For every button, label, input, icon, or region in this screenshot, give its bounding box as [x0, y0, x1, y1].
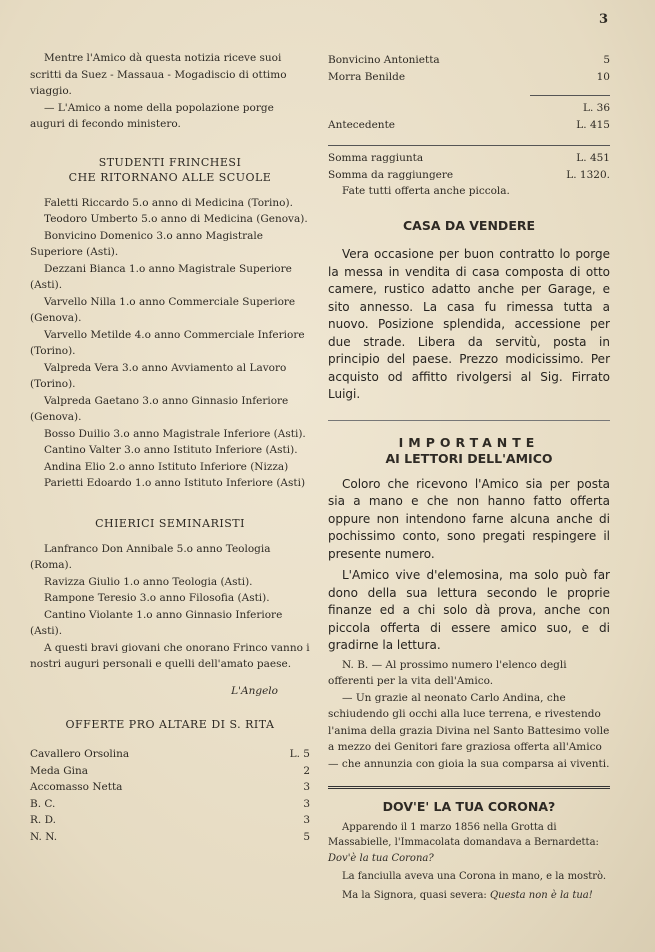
- studente-entry: Parietti Edoardo 1.o anno Istituto Inferiore (Asti): [44, 477, 306, 489]
- raggiunta-row: [328, 150, 610, 167]
- offerta-name: Bonvicino Antonietta: [328, 54, 440, 66]
- corona-heading: DOV'E' LA TUA CORONA?: [382, 799, 556, 814]
- corona-p1-text: Apparendo il 1 marzo 1856 nella Grotta di Massabielle, l'Immacolata domandava a Bernardetta:: [328, 821, 599, 848]
- studente-entry: Andina Elio 2.o anno Istituto Inferiore (Nizza): [44, 460, 289, 473]
- offerta-name: Meda Gina: [30, 764, 89, 777]
- offerta-amount: 3: [303, 814, 310, 826]
- studente-entry: Varvello Nilla 1.o anno Commerciale Superiore (Genova).: [30, 295, 296, 324]
- offerta-row: [328, 69, 610, 86]
- raggiungere-label: Somma da raggiungere: [328, 168, 454, 181]
- offerta-amount: 5: [603, 54, 610, 66]
- offerta-name: Cavallero Orsolina: [30, 748, 130, 760]
- studente-entry: Bonvicino Domenico 3.o anno Magistrale Superiore (Asti).: [30, 229, 263, 258]
- importante-heading: IMPORTANTE: [398, 434, 540, 450]
- offerta-amount: 3: [303, 797, 310, 810]
- casa-heading: CASA DA VENDERE: [402, 217, 536, 233]
- offerta-amount: 2: [303, 764, 310, 777]
- antecedente-row: [328, 117, 610, 134]
- studente-entry: Teodoro Umberto 5.o anno di Medicina (Genova).: [44, 213, 308, 225]
- corona-p3-text: Ma la Signora, quasi severa:: [342, 889, 490, 901]
- offerta-row: [30, 763, 310, 780]
- offerta-name: Morra Benilde: [328, 70, 406, 83]
- intro-wishes: — L'Amico a nome della popolazione porge auguri di fecondo ministero.: [30, 101, 274, 130]
- corona-paragraph-3: [328, 888, 610, 904]
- offerta-row: [30, 779, 310, 796]
- offerta-name: B. C.: [30, 797, 56, 810]
- studente-entry: Valpreda Vera 3.o anno Avviamento al Lavoro (Torino).: [30, 361, 287, 390]
- studente-entry: Varvello Metilde 4.o anno Commerciale Inferiore (Torino).: [30, 328, 305, 357]
- offerta-row: [30, 812, 310, 829]
- studente-entry: Bosso Duilio 3.o anno Magistrale Inferiore (Asti).: [44, 427, 306, 440]
- studente-entry: Valpreda Gaetano 3.o anno Ginnasio Inferiore (Genova).: [30, 394, 289, 423]
- offerta-row: [30, 829, 310, 846]
- antecedente-label: Antecedente: [328, 118, 396, 131]
- subtotal-block: [328, 85, 610, 117]
- offerta-amount: L. 5: [289, 748, 310, 760]
- offerta-note: Fate tutti offerta anche piccola.: [342, 185, 510, 197]
- studenti-heading: [30, 155, 310, 185]
- chierico-entry: Lanfranco Don Annibale 5.o anno Teologia (Roma).: [30, 542, 271, 571]
- chierico-entry: Rampone Teresio 3.o anno Filosofia (Asti).: [44, 592, 270, 604]
- nb-note: N. B. — Al prossimo numero l'elenco degli offerenti per la vita dell'Amico.: [328, 658, 567, 687]
- studente-entry: Cantino Valter 3.o anno Istituto Inferiore (Asti).: [44, 444, 298, 456]
- offerta-amount: 10: [596, 70, 610, 83]
- sum-rule: [328, 145, 610, 146]
- left-column: [30, 50, 310, 845]
- studenti-title-line2: CHE RITORNANO ALLE SCUOLE: [68, 170, 272, 184]
- signature: L'Angelo: [231, 684, 278, 697]
- offerta-amount: 3: [303, 781, 310, 793]
- antecedente-value: L. 415: [576, 118, 610, 131]
- raggiungere-value: L. 1320.: [566, 168, 610, 181]
- offerta-row: [328, 52, 610, 69]
- importante-paragraph-2: L'Amico vive d'elemosina, ma solo può far dono della sua lettura secondo le proprie finanze ed a chi solo dà prova, anche con piccola offerta di essere amico suo, e di gradirne la lettura.: [328, 568, 610, 652]
- grazie-note: — Un grazie al neonato Carlo Andina, che schiudendo gli occhi alla luce terrena, e rivestendo l'anima della grazia Divina nel Santo Battesimo volle a mezzo dei Genitori fare graziosa offerta all'Amico — che annunzia con gioia la sua comparsa ai viventi.: [328, 691, 610, 770]
- chierici-list: [30, 541, 310, 640]
- raggiunta-label: Somma raggiunta: [328, 152, 424, 164]
- offerta-name: Accomasso Netta: [30, 781, 123, 793]
- offerta-name: R. D.: [30, 814, 56, 826]
- raggiungere-row: [328, 167, 610, 184]
- corona-paragraph-2: La fanciulla aveva una Corona in mano, e la mostrò.: [342, 871, 607, 882]
- right-column: [328, 50, 610, 903]
- casa-text: Vera occasione per buon contratto lo porge la messa in vendita di casa composta di otto camere, rustico adatto anche per Garage, e sito annesso. La casa fu rimessa tutta a nuovo. Posizione splendida, accessione per due strade. Libera da servitù, posta in principio del paese. Prezzo modicissimo. Per acquisto od affitto rivolgersi al Sig. Firrato Luigi.: [328, 247, 610, 401]
- corona-p3-quote: Questa non è la tua!: [489, 889, 593, 901]
- chierico-entry: Ravizza Giulio 1.o anno Teologia (Asti).: [44, 575, 253, 588]
- offerta-name: N. N.: [30, 830, 58, 843]
- corona-divider: [328, 786, 610, 789]
- chierico-entry: Cantino Violante 1.o anno Ginnasio Inferiore (Asti).: [30, 608, 283, 637]
- subtotal-value: L. 36: [582, 102, 610, 114]
- offerte-heading: OFFERTE PRO ALTARE DI S. RITA: [65, 718, 275, 731]
- importante-paragraph-1: Coloro che ricevono l'Amico sia per posta sia a mano e che non hanno fatto offerta oppure non intendono farne alcuna anche di pochissimo conto, sono pregati respingere il presente numero.: [328, 476, 610, 561]
- studente-entry: Faletti Riccardo 5.o anno di Medicina (Torino).: [44, 196, 293, 209]
- offerta-amount: 5: [303, 830, 310, 843]
- offerte-continuation: [328, 52, 610, 85]
- page-number: 3: [598, 12, 608, 27]
- lettori-heading: AI LETTORI DELL'AMICO: [385, 451, 553, 466]
- offerte-list: [30, 746, 310, 845]
- chierici-note: A questi bravi giovani che onorano Frinco vanno i nostri auguri personali e quelli dell'amato paese.: [30, 641, 310, 670]
- studenti-title-line1: STUDENTI FRINCHESI: [98, 155, 242, 169]
- studenti-list: [30, 195, 310, 492]
- subtotal-rule: [530, 95, 610, 96]
- section-divider: [328, 420, 610, 421]
- studente-entry: Dezzani Bianca 1.o anno Magistrale Superiore (Asti).: [30, 262, 292, 291]
- raggiunta-value: L. 451: [576, 152, 610, 164]
- offerta-row: [30, 796, 310, 813]
- corona-paragraph-1: [328, 820, 610, 867]
- intro-paragraph: Mentre l'Amico dà questa notizia riceve suoi scritti da Suez - Massaua - Mogadiscio di ottimo viaggio.: [30, 52, 287, 97]
- chierici-heading: CHIERICI SEMINARISTI: [95, 516, 245, 530]
- corona-p1-quote: Dov'è la tua Corona?: [328, 852, 434, 864]
- offerta-row: [30, 746, 310, 763]
